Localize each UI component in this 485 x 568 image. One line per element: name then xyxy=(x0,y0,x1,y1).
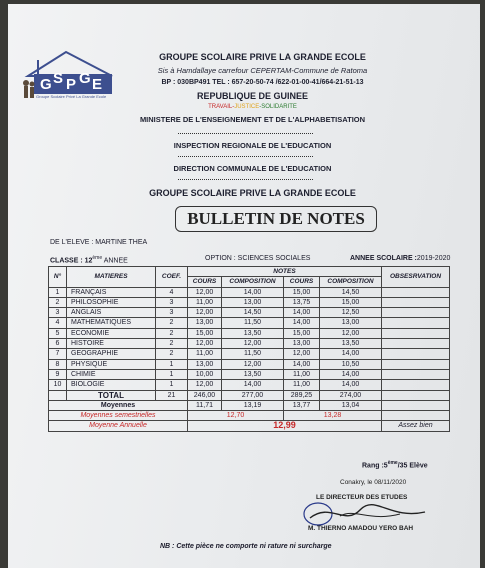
cours-1-grade: 12,00 xyxy=(188,308,222,318)
year-label: ANNEE SCOLAIRE : xyxy=(350,255,417,262)
moyenne-composition-2: 13,04 xyxy=(320,400,382,410)
header-composition-2: COMPOSITION xyxy=(320,277,382,287)
subject-row xyxy=(49,380,450,390)
composition-2-grade: 14,00 xyxy=(320,369,382,379)
cours-2-grade: 14,00 xyxy=(284,308,320,318)
composition-2-grade: 12,50 xyxy=(320,308,382,318)
subject-observation xyxy=(382,359,450,369)
rank-tail: /35 Elève xyxy=(397,462,428,470)
total-composition-2: 274,00 xyxy=(320,390,382,400)
subject-number: 7 xyxy=(49,349,67,359)
moyenne-composition-1: 13,19 xyxy=(222,400,284,410)
moyenne-cours-1: 11,71 xyxy=(188,400,222,410)
subject-name: CHIMIE xyxy=(67,369,156,379)
cours-2-grade: 15,00 xyxy=(284,287,320,297)
subject-observation xyxy=(382,328,450,338)
subject-observation xyxy=(382,297,450,307)
subject-row xyxy=(49,359,450,369)
handwritten-signature-icon xyxy=(300,500,430,528)
subject-observation xyxy=(382,339,450,349)
subject-number: 10 xyxy=(49,380,67,390)
composition-2-grade: 13,50 xyxy=(320,339,382,349)
header-no: N° xyxy=(49,267,67,288)
logo-letter: S xyxy=(53,70,64,87)
logo-letter: P xyxy=(66,76,77,93)
subject-observation xyxy=(382,349,450,359)
subject-coef: 2 xyxy=(156,318,188,328)
subject-coef: 3 xyxy=(156,297,188,307)
annual-observation: Assez bien xyxy=(382,421,450,431)
inspection-line: INSPECTION REGIONALE DE L'EDUCATION xyxy=(173,141,332,150)
cours-2-grade: 12,00 xyxy=(284,349,320,359)
subject-name: ANGLAIS xyxy=(67,308,156,318)
header-observation: OBSESRVATION xyxy=(382,267,450,288)
subject-name: PHILOSOPHIE xyxy=(67,297,156,307)
motto-part: TRAVAIL- xyxy=(208,104,235,110)
rank-label: Rang : xyxy=(362,462,384,470)
semestrielles-observation xyxy=(382,411,450,421)
subject-coef: 2 xyxy=(156,349,188,359)
place-date: Conakry, le 08/11/2020 xyxy=(340,479,407,486)
moyennes-row xyxy=(49,400,450,410)
header-matieres: MATIERES xyxy=(67,267,156,288)
class-sup: ème xyxy=(92,255,103,261)
footer-note: NB : Cette pièce ne comporte ni rature ni surcharge xyxy=(160,543,332,550)
subject-row xyxy=(49,297,450,307)
school-name: GROUPE SCOLAIRE PRIVE LA GRANDE ECOLE xyxy=(159,52,366,62)
subject-coef: 2 xyxy=(156,339,188,349)
subject-coef: 1 xyxy=(156,380,188,390)
total-coef: 21 xyxy=(156,390,188,400)
student-class xyxy=(50,255,128,264)
republic-title: REPUBLIQUE DE GUINEE xyxy=(196,91,308,101)
cours-2-grade: 13,00 xyxy=(284,339,320,349)
subject-number: 6 xyxy=(49,339,67,349)
header-notes: NOTES xyxy=(188,267,382,277)
school-name-repeat: GROUPE SCOLAIRE PRIVE LA GRANDE ECOLE xyxy=(149,188,356,198)
annual-average: 12,99 xyxy=(188,421,382,431)
subject-row xyxy=(49,339,450,349)
subject-name: PHYSIQUE xyxy=(67,359,156,369)
subject-name: FRANÇAIS xyxy=(67,287,156,297)
cours-1-grade: 12,00 xyxy=(188,380,222,390)
grade-rows xyxy=(49,287,450,390)
motto-part: -SOLIDARITE xyxy=(259,104,297,110)
subject-number: 8 xyxy=(49,359,67,369)
cours-1-grade: 12,00 xyxy=(188,287,222,297)
subject-observation xyxy=(382,369,450,379)
cours-1-grade: 10,00 xyxy=(188,369,222,379)
semestre-1-average: 12,70 xyxy=(188,411,284,421)
total-row xyxy=(49,390,450,400)
subject-number: 2 xyxy=(49,297,67,307)
moyenne-cours-2: 13,77 xyxy=(284,400,320,410)
semestrielles-row xyxy=(49,411,450,421)
total-label: TOTAL xyxy=(67,390,156,400)
composition-1-grade: 14,00 xyxy=(222,380,284,390)
subject-name: MATHEMATIQUES xyxy=(67,318,156,328)
cours-1-grade: 11,00 xyxy=(188,349,222,359)
total-composition-1: 277,00 xyxy=(222,390,284,400)
cours-2-grade: 14,00 xyxy=(284,359,320,369)
student-name: DE L'ELEVE : MARTINE THEA xyxy=(50,239,148,246)
header-cours-1: COURS xyxy=(188,277,222,287)
subject-number: 3 xyxy=(49,308,67,318)
header-composition-1: COMPOSITION xyxy=(222,277,284,287)
composition-1-grade: 12,00 xyxy=(222,339,284,349)
subject-name: ECONOMIE xyxy=(67,328,156,338)
student-rank xyxy=(362,460,428,469)
composition-1-grade: 12,00 xyxy=(222,359,284,369)
total-cell xyxy=(49,390,67,400)
cours-1-grade: 13,00 xyxy=(188,359,222,369)
cours-2-grade: 14,00 xyxy=(284,318,320,328)
moyennes-label: Moyennes xyxy=(49,400,188,410)
subject-observation xyxy=(382,380,450,390)
composition-1-grade: 13,50 xyxy=(222,369,284,379)
subject-number: 4 xyxy=(49,318,67,328)
direction-line: DIRECTION COMMUNALE DE L'EDUCATION xyxy=(173,164,332,173)
signatory-role: LE DIRECTEUR DES ETUDES xyxy=(316,494,408,501)
annuelle-row xyxy=(49,421,450,431)
rank-value: 5 xyxy=(383,462,388,470)
school-year xyxy=(350,255,450,262)
composition-2-grade: 10,50 xyxy=(320,359,382,369)
subject-row xyxy=(49,349,450,359)
subject-row xyxy=(49,369,450,379)
header-cours-2: COURS xyxy=(284,277,320,287)
composition-2-grade: 14,00 xyxy=(320,349,382,359)
school-contact: BP : 030BP491 TEL : 657-20-50-74 /622-01-00-41/664-21-51-13 xyxy=(161,79,364,86)
logo-letter: G xyxy=(40,76,52,93)
subject-name: HISTOIRE xyxy=(67,339,156,349)
cours-2-grade: 15,00 xyxy=(284,328,320,338)
subject-observation xyxy=(382,318,450,328)
signatory-name: M. THIERNO AMADOU YERO BAH xyxy=(308,525,414,532)
subject-observation xyxy=(382,308,450,318)
dotted-divider xyxy=(178,179,313,180)
composition-1-grade: 11,50 xyxy=(222,349,284,359)
subject-number: 5 xyxy=(49,328,67,338)
subject-coef: 2 xyxy=(156,328,188,338)
composition-2-grade: 13,00 xyxy=(320,318,382,328)
motto-part: JUSTICE xyxy=(234,104,260,110)
total-cours-2: 289,25 xyxy=(284,390,320,400)
subject-number: 1 xyxy=(49,287,67,297)
cours-1-grade: 11,00 xyxy=(188,297,222,307)
composition-2-grade: 14,50 xyxy=(320,287,382,297)
composition-1-grade: 13,50 xyxy=(222,328,284,338)
bulletin-title: BULLETIN DE NOTES xyxy=(175,206,377,232)
header-coef: COEF. xyxy=(156,267,188,288)
subject-coef: 4 xyxy=(156,287,188,297)
year-value: 2019-2020 xyxy=(416,255,451,262)
subject-coef: 1 xyxy=(156,369,188,379)
student-option: OPTION : SCIENCES SOCIALES xyxy=(205,255,311,262)
composition-2-grade: 14,00 xyxy=(320,380,382,390)
subject-name: BIOLOGIE xyxy=(67,380,156,390)
cours-1-grade: 15,00 xyxy=(188,328,222,338)
total-observation xyxy=(382,390,450,400)
semestrielles-label: Moyennes semestrielles xyxy=(49,411,188,421)
subject-row xyxy=(49,318,450,328)
subject-coef: 1 xyxy=(156,359,188,369)
cours-2-grade: 11,00 xyxy=(284,380,320,390)
republic-motto xyxy=(0,104,485,110)
cours-1-grade: 12,00 xyxy=(188,339,222,349)
cours-2-grade: 13,75 xyxy=(284,297,320,307)
composition-1-grade: 14,00 xyxy=(222,287,284,297)
cours-1-grade: 13,00 xyxy=(188,318,222,328)
subject-observation xyxy=(382,287,450,297)
composition-1-grade: 14,50 xyxy=(222,308,284,318)
dotted-divider xyxy=(178,133,313,134)
semestre-2-average: 13,28 xyxy=(284,411,382,421)
subject-name: GEOGRAPHIE xyxy=(67,349,156,359)
dotted-divider xyxy=(178,156,313,157)
annuelle-label: Moyenne Annuelle xyxy=(49,421,188,431)
composition-1-grade: 11,50 xyxy=(222,318,284,328)
total-cours-1: 246,00 xyxy=(188,390,222,400)
moyennes-observation xyxy=(382,400,450,410)
composition-2-grade: 12,00 xyxy=(320,328,382,338)
subject-row xyxy=(49,287,450,297)
school-address: Sis à Hamdallaye carrefour CEPERTAM-Commune de Ratoma xyxy=(157,66,368,75)
composition-1-grade: 13,00 xyxy=(222,297,284,307)
subject-number: 9 xyxy=(49,369,67,379)
rank-sup: ème xyxy=(387,460,398,466)
logo-letter: G xyxy=(79,70,91,87)
class-tail: ANNEE xyxy=(103,257,128,265)
logo-letter: E xyxy=(92,76,103,93)
grades-table xyxy=(48,266,450,432)
cours-2-grade: 11,00 xyxy=(284,369,320,379)
ministry-line: MINISTERE DE L'ENSEIGNEMENT ET DE L'ALPHABETISATION xyxy=(139,115,366,124)
subject-coef: 3 xyxy=(156,308,188,318)
logo-caption: Groupe Scolaire Privé La Grande Ecole xyxy=(36,94,107,99)
class-label: CLASSE : 12 xyxy=(50,257,93,265)
subject-row xyxy=(49,308,450,318)
subject-row xyxy=(49,328,450,338)
composition-2-grade: 15,00 xyxy=(320,297,382,307)
